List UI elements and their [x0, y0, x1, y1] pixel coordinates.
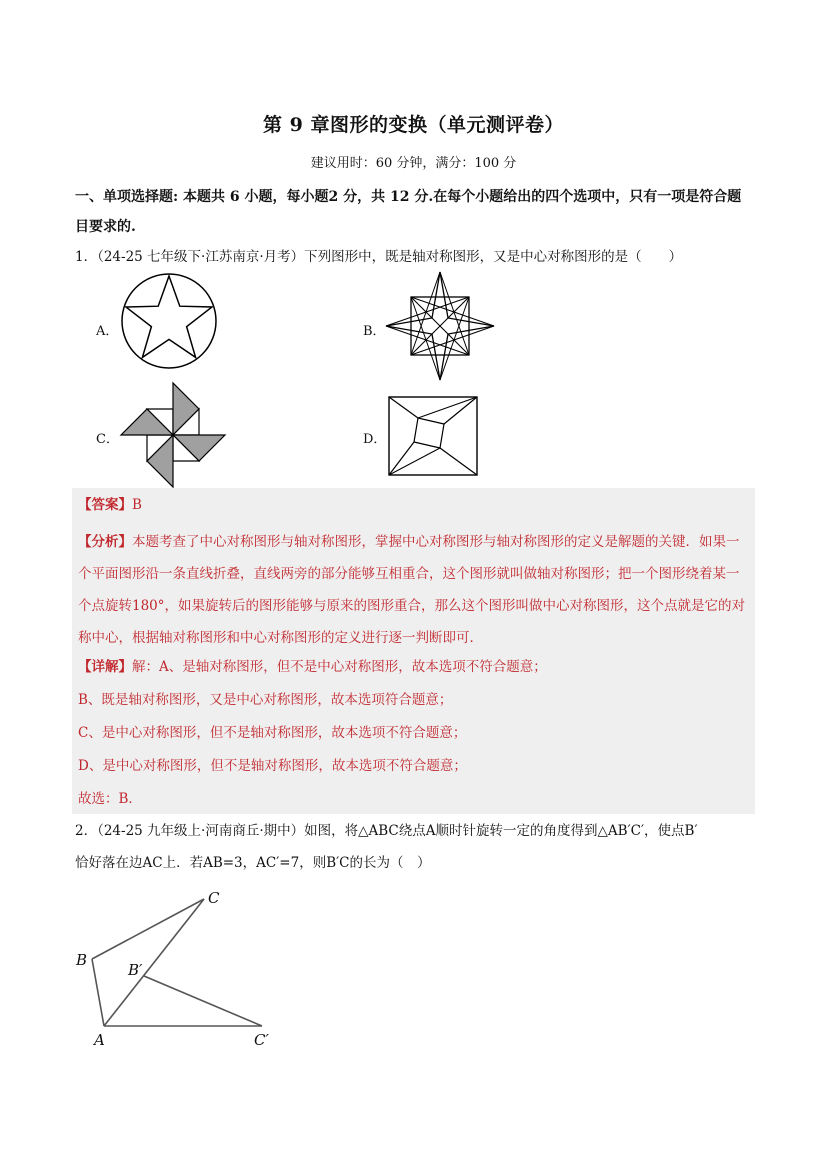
option-a-figure: [120, 272, 218, 370]
label-b-prime: B′: [128, 961, 143, 979]
label-a: A: [94, 1031, 105, 1049]
analysis-paragraph: [78, 526, 750, 654]
option-d-figure: [388, 396, 478, 476]
section-heading: 一、单项选择题: 本题共 6 小题，每小题2 分，共 12 分.在每个小题给出的四个选项中，只有一项是符合题目要求的.: [75, 189, 742, 235]
answer-line: [78, 494, 750, 516]
detail-text-a: 解：A、是轴对称图形，但不是中心对称图形，故本选项不符合题意；: [132, 659, 547, 675]
page-title: 第 9 章图形的变换（单元测评卷）: [263, 114, 564, 136]
label-c: C: [208, 889, 220, 907]
question-2-stem-line2: 恰好落在边AC上．若AB=3，AC′=7，则B′C的长为（ ）: [75, 855, 431, 871]
option-c-figure: [121, 383, 225, 487]
analysis-text: 本题考查了中心对称图形与轴对称图形，掌握中心对称图形与轴对称图形的定义是解题的关键．如果一个平面图形沿一条直线折叠，直线两旁的部分能够互相重合，这个图形就叫做轴对称图形；把一个图形绕着某一个点旋转180°，如果旋转后的图形能够与原来的图形重合，那么这个图形叫做中心对称图形，这个点就是它的对称中心，根据轴对称图形和中心对称图形的定义进行逐一判断即可．: [78, 534, 746, 646]
conclusion-line: 故选：B．: [78, 791, 142, 807]
detail-label: 【详解】: [78, 659, 132, 675]
detail-line-b: B、既是轴对称图形，又是中心对称图形，故本选项符合题意；: [78, 692, 453, 708]
analysis-label: 【分析】: [78, 534, 132, 550]
answer-value: B: [132, 497, 142, 513]
detail-line-c: C、是中心对称图形，但不是轴对称图形，故本选项不符合题意；: [78, 725, 467, 741]
answer-panel: [72, 488, 755, 814]
option-b-label: B．: [363, 324, 386, 339]
label-b: B: [76, 951, 88, 969]
detail-line-a: [78, 656, 750, 678]
detail-line-d: D、是中心对称图形，但不是轴对称图形，故本选项不符合题意；: [78, 758, 467, 774]
page-subtitle: 建议用时：60 分钟，满分：100 分: [310, 156, 517, 171]
option-d-label: D．: [363, 432, 387, 447]
question-1-stem: 1．（24-25 七年级下·江苏南京·月考）下列图形中，既是轴对称图形，又是中心对称图形的是（ ）: [75, 249, 683, 265]
option-a-label: A．: [96, 324, 119, 339]
question-2-stem-line1: 2．（24-25 九年级上·河南商丘·期中）如图，将△ABC绕点A顺时针旋转一定的角度得到△AB′C′，使点B′: [75, 823, 698, 839]
question-2-figure: [72, 885, 282, 1050]
option-b-figure: [386, 272, 494, 380]
answer-label: 【答案】: [78, 497, 132, 513]
option-c-label: C．: [96, 432, 119, 447]
label-c-prime: C′: [254, 1031, 269, 1049]
